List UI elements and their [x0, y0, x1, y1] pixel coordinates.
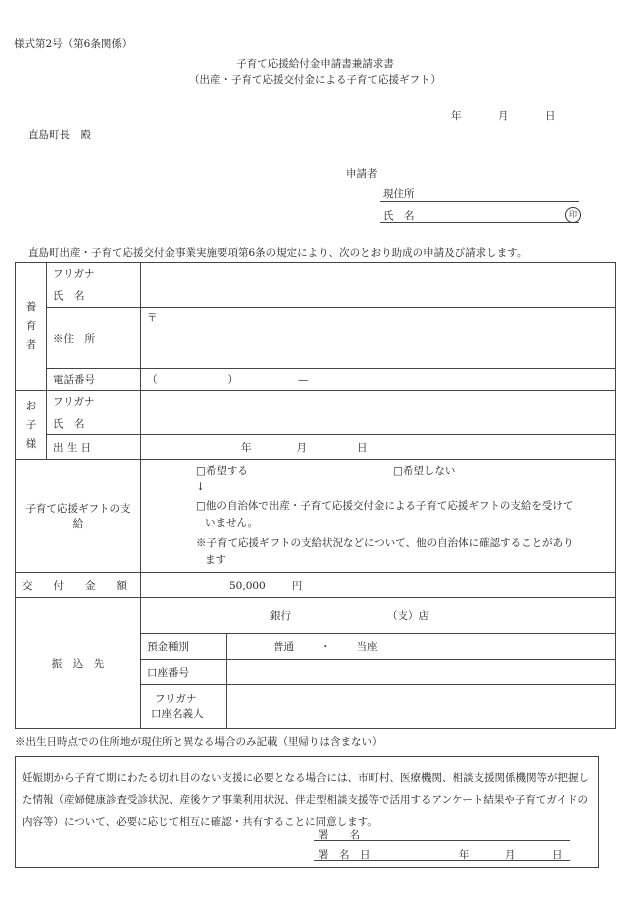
deposit-ordinary[interactable]: 普通: [273, 641, 294, 653]
birth-month-label: 月: [296, 441, 307, 454]
consent-text: 妊娠期から子育て期にわたる切れ目のない支援に必要となる場合には、市町村、医療機関、相談支援関係機関等が把握した情報（産婦健康診査受診状況、産後ケア事業利用状況、伴走型相談支援等で活用するアンケート結果や子育てガイドの内容等）について、必要に応じて相互に確認・共有することに同意します。: [22, 772, 589, 828]
intro-text: 直島町出産・子育て応援交付金事業実施要項第6条の規定により、次のとおり助成の申請及び請求します。: [28, 247, 528, 259]
addressee: 直島町長 殿: [28, 129, 91, 141]
sign-month-label: 月: [505, 849, 516, 861]
date-month-label: 月: [498, 110, 509, 122]
seal-icon: 印: [565, 207, 581, 223]
deposit-type-label: 預金種別: [141, 634, 227, 660]
child-furigana-label: フリガナ: [47, 391, 141, 413]
sign-date-line[interactable]: [314, 860, 570, 861]
postal-mark: 〒: [147, 312, 158, 324]
bank-label: 銀行: [270, 610, 291, 622]
applicant-label: 申請者: [346, 168, 378, 180]
applicant-address-line[interactable]: [380, 201, 579, 202]
amount-unit: 円: [291, 579, 303, 592]
gift-label: 子育て応援ギフトの支給: [16, 460, 141, 573]
deposit-separator: ・: [320, 641, 331, 653]
gift-note-cont: ます: [205, 554, 226, 566]
sign-date-label: 署 名 日: [318, 849, 371, 861]
child-furigana-field[interactable]: [141, 391, 616, 413]
account-holder-field[interactable]: [227, 685, 616, 729]
child-section-label: お 子 様: [16, 391, 47, 460]
child-birth-field[interactable]: [141, 435, 616, 460]
signature-label: 署 名: [318, 829, 360, 841]
form-number: 様式第2号（第6条関係）: [14, 38, 133, 50]
amount-value: 50,000: [229, 579, 266, 592]
signature-line[interactable]: [314, 840, 570, 841]
footnote: ※出生日時点での住所地が現住所と異なる場合のみ記載（里帰りは含まない）: [15, 736, 383, 748]
applicant-name-line[interactable]: [380, 222, 579, 223]
guardian-furigana-label: フリガナ: [47, 263, 141, 285]
guardian-section-label: 養 育 者: [16, 263, 47, 391]
document-title: 子育て応援給付金申請書兼請求書: [236, 58, 394, 70]
gift-line1-cont: いません。: [205, 517, 259, 529]
transfer-label: 振 込 先: [16, 598, 141, 729]
application-table: [15, 262, 616, 729]
date-day-label: 日: [545, 110, 556, 122]
guardian-address-label: ※住 所: [47, 308, 141, 369]
applicant-address-label: 現住所: [383, 188, 415, 200]
birth-year-label: 年: [241, 441, 252, 454]
down-arrow-icon: ↓: [196, 481, 205, 493]
date-year-label: 年: [451, 110, 462, 122]
gift-other-municipality-checkbox[interactable]: □他の自治体で出産・子育て応援交付金による子育て応援ギフトの支給を受けて: [196, 500, 574, 512]
account-number-field[interactable]: [227, 660, 616, 685]
guardian-name-label: 氏 名: [47, 285, 141, 308]
bank-field[interactable]: [141, 598, 616, 634]
child-birth-label: 出 生 日: [47, 435, 141, 460]
applicant-name-label: 氏 名: [383, 210, 415, 222]
gift-note: ※子育て応援ギフトの支給状況などについて、他の自治体に確認することがあり: [196, 537, 574, 549]
phone-open-paren: （: [147, 374, 158, 386]
phone-dash: —: [298, 374, 309, 386]
guardian-phone-label: 電話番号: [47, 369, 141, 391]
guardian-address-field[interactable]: [141, 308, 616, 369]
sign-day-label: 日: [552, 849, 563, 861]
deposit-type-field[interactable]: [227, 634, 616, 660]
account-holder-label: フリガナ 口座名義人: [141, 685, 227, 729]
document-subtitle: （出産・子育て応援交付金による子育て応援ギフト）: [189, 74, 441, 86]
amount-field: [141, 573, 616, 598]
gift-option-no[interactable]: □希望しない: [393, 465, 456, 477]
phone-close-paren: ）: [227, 374, 238, 386]
guardian-furigana-field[interactable]: [141, 263, 616, 285]
amount-label: 交 付 金 額: [16, 573, 141, 598]
gift-options: [141, 460, 616, 573]
sign-year-label: 年: [459, 849, 470, 861]
birth-day-label: 日: [357, 441, 368, 454]
deposit-current[interactable]: 当座: [356, 641, 378, 653]
account-number-label: 口座番号: [141, 660, 227, 685]
branch-label: （支）店: [387, 610, 429, 622]
child-name-field[interactable]: [141, 413, 616, 435]
guardian-name-field[interactable]: [141, 285, 616, 308]
gift-option-yes[interactable]: □希望する: [196, 465, 248, 477]
child-name-label: 氏 名: [47, 413, 141, 435]
guardian-phone-field[interactable]: [141, 369, 616, 391]
